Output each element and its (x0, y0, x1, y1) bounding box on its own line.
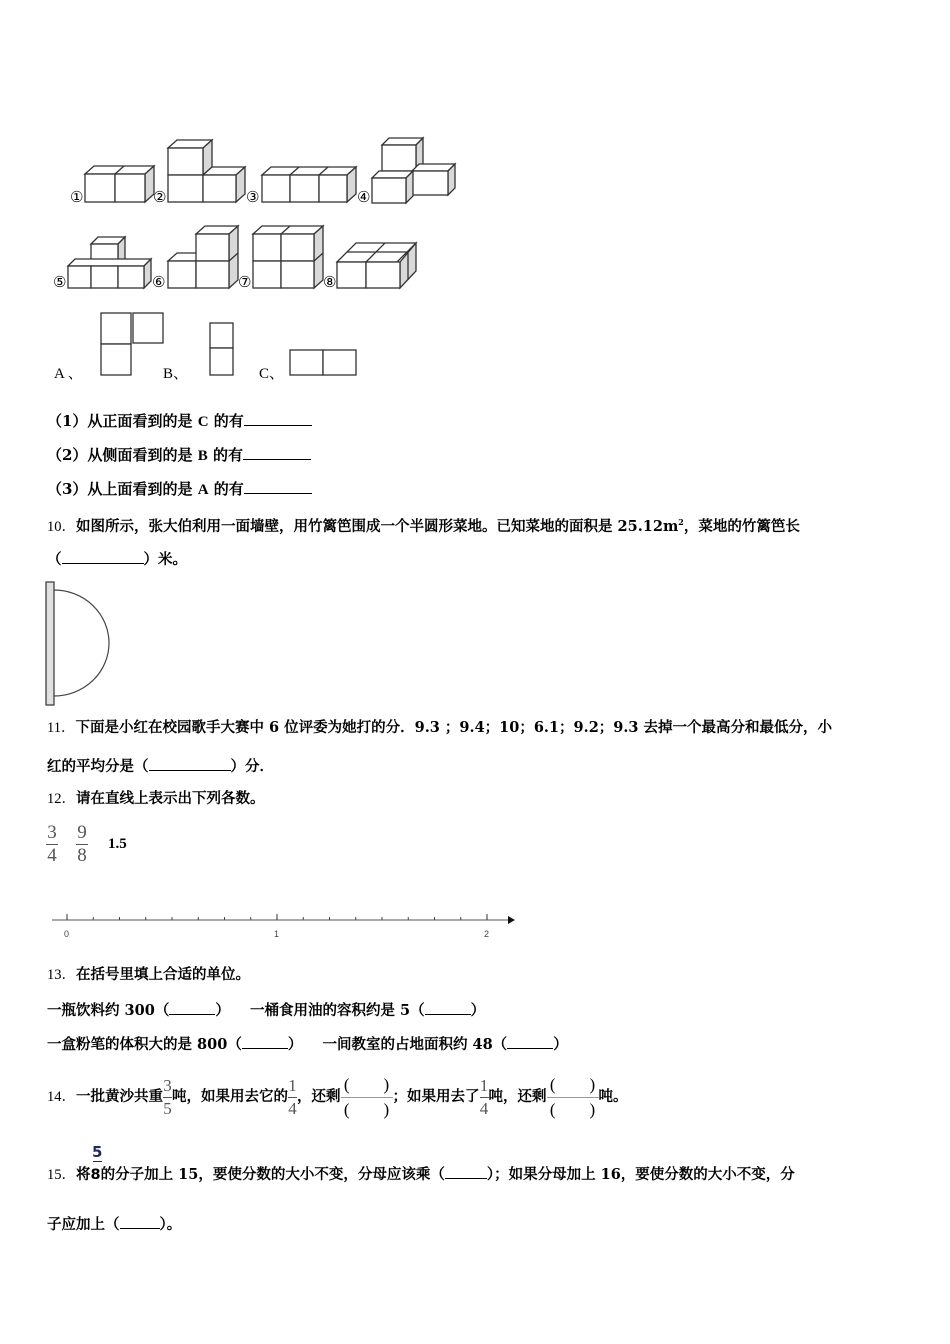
q11-question: 11．下面是小红在校园歌手大赛中 6 位评委为她打的分．9.3 ；9.4；10；6.1；9.2；9.3 去掉一个最高分和最低分，小 (47, 719, 833, 736)
fraction-1-4-ton: $\frac{1}{4}$ (479, 1075, 489, 1118)
question-number: 11． (47, 720, 76, 736)
question-number: 14． (47, 1089, 76, 1105)
cube-figures-drawing (0, 0, 950, 300)
q15-fraction-5-8: 5 (92, 1143, 103, 1161)
semicircle-garden-diagram (40, 575, 120, 715)
figure-label-5: ⑤ (53, 273, 67, 291)
answer-blank[interactable] (120, 1213, 160, 1229)
q12-question: 12．请在直线上表示出下列各数。 (47, 790, 265, 807)
q15-question: 15．将8的分子加上 15，要使分数的大小不变，分母应该乘（ ）；如果分母加上 16，要使分数的大小不变，分 (47, 1163, 795, 1185)
figure-label-4: ④ (357, 188, 371, 206)
answer-blank[interactable] (507, 1033, 553, 1049)
question-number: 12． (47, 791, 76, 807)
question-number: 10． (47, 518, 76, 535)
number-line-label-0: 0 (64, 929, 70, 939)
answer-blank[interactable] (244, 410, 312, 426)
figure-label-8: ⑧ (323, 273, 337, 291)
q9-sub-question-1: （1）从正面看到的是 C 的有 (47, 410, 312, 432)
answer-fraction-blank-1[interactable]: ( ) ( ) (341, 1075, 393, 1120)
q11-answer-line: 红的平均分是（ ）分． (47, 755, 274, 777)
fraction-1-4: $\frac{1}{4}$ (288, 1075, 297, 1118)
q10-answer-line: （ ）米。 (47, 548, 187, 570)
answer-blank[interactable] (242, 1033, 288, 1049)
fraction-3-4: $\frac{3}{4}$ (47, 822, 57, 866)
question-number: 15． (47, 1167, 76, 1183)
q13-question: 13．在括号里填上合适的单位。 (47, 966, 250, 983)
fraction-3-5: $\frac{3}{5}$ (163, 1075, 172, 1118)
q9-sub-question-2: （2）从侧面看到的是 B 的有 (47, 444, 311, 466)
q12-values (46, 823, 127, 866)
answer-fraction-blank-2[interactable]: ( ) ( ) (547, 1075, 599, 1120)
q14-question: 14． 一批黄沙共重 $\frac{3}{5}$ 吨，如果用去它的 $\frac{1}{4}$ ，还剩 ( ) ( ) ；如果用去了 $\frac{1}{4}$ 吨，还剩 ( ) ( ) 吨。 (47, 1074, 628, 1119)
option-c-label: C、 (259, 366, 285, 382)
number-line-axis (40, 905, 530, 935)
option-a-label: A 、 (54, 366, 83, 382)
answer-blank[interactable] (244, 478, 312, 494)
figure-label-7: ⑦ (238, 273, 252, 291)
number-line-label-1: 1 (274, 929, 280, 939)
fraction-9-8: $\frac{9}{8}$ (77, 822, 87, 866)
answer-blank[interactable] (149, 755, 231, 771)
number-line-label-2: 2 (484, 929, 490, 939)
decimal-value: 1.5 (108, 836, 127, 852)
answer-blank[interactable] (62, 548, 144, 564)
question-number: 13． (47, 967, 76, 983)
answer-blank[interactable] (445, 1163, 487, 1179)
answer-blank[interactable] (243, 444, 311, 460)
answer-blank[interactable] (169, 999, 215, 1015)
q15-answer-line: 子应加上（ ）。 (47, 1213, 181, 1235)
option-b-label: B、 (163, 366, 189, 382)
figure-label-1: ① (70, 188, 84, 206)
q13-row-1: 一瓶饮料约 300（ ） 一桶食用油的容积约是 5（ ） (47, 999, 485, 1021)
q13-row-2: 一盒粉笔的体积大的是 800（ ） 一间教室的占地面积约 48（ ） (47, 1033, 568, 1055)
q10-question: 10．如图所示，张大伯利用一面墙壁，用竹篱笆围成一个半圆形菜地。已知菜地的面积是 $25.12m^2$，菜地的竹篱笆长 (47, 517, 800, 535)
figure-label-3: ③ (246, 188, 260, 206)
answer-blank[interactable] (425, 999, 471, 1015)
q9-sub-question-3: （3）从上面看到的是 A 的有 (47, 478, 312, 500)
figure-label-2: ② (153, 188, 167, 206)
figure-label-6: ⑥ (152, 273, 166, 291)
